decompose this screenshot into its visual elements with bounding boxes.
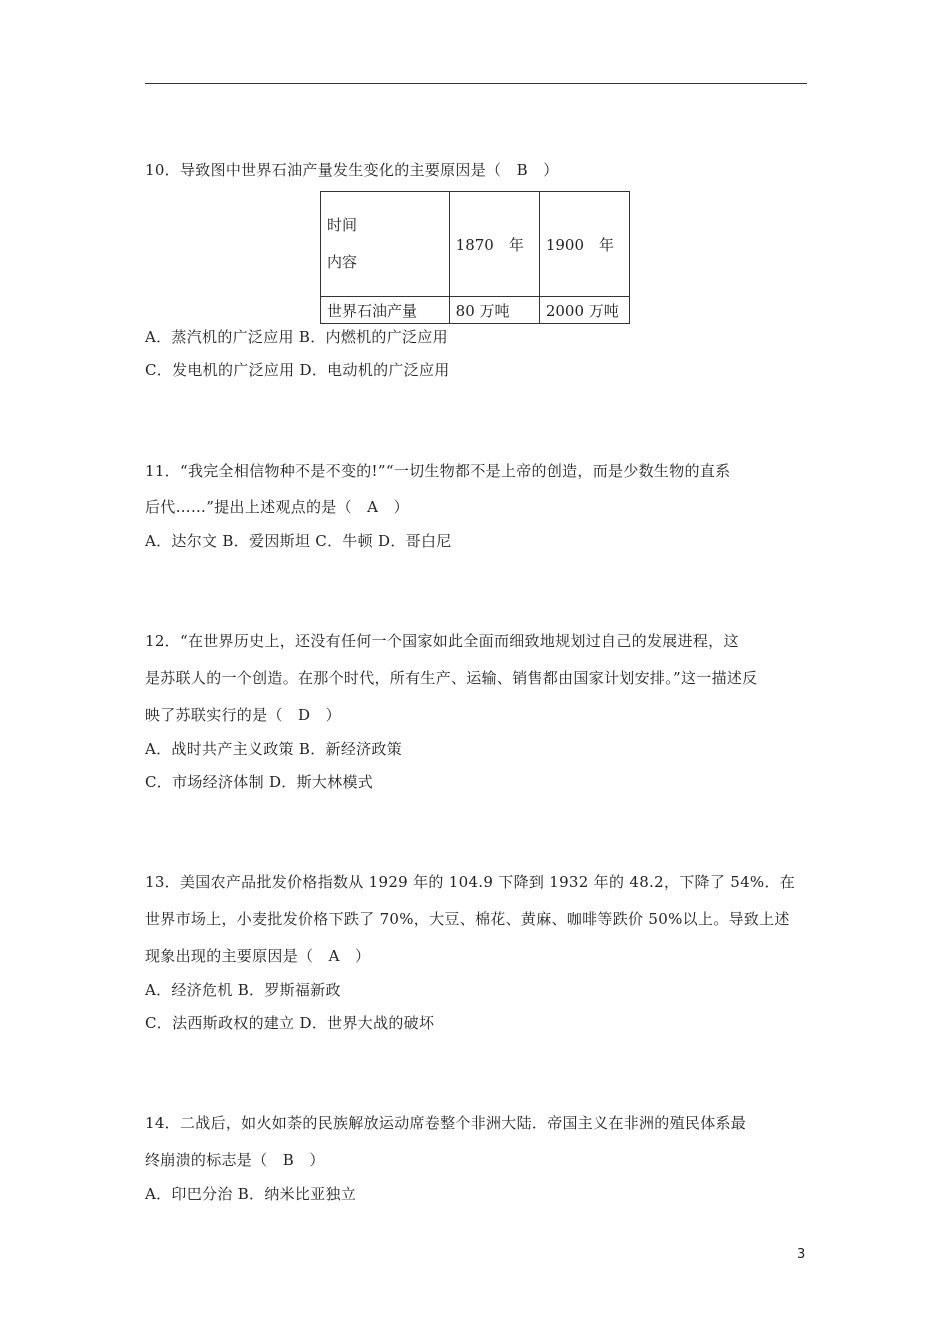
- q13-options-ab: A．经济危机 B．罗斯福新政: [145, 981, 341, 999]
- q13-stem-line2: 世界市场上，小麦批发价格下跌了 70%，大豆、棉花、黄麻、咖啡等跌价 50%以上。导致上述: [145, 910, 790, 928]
- table-data-row: [321, 297, 630, 324]
- q10-options-ab: A．蒸汽机的广泛应用 B．内燃机的广泛应用: [145, 328, 448, 346]
- q13-stem-line3: 现象出现的主要原因是（ A ）: [145, 947, 371, 965]
- table-header-row: [321, 192, 630, 297]
- year-1870-cell: 1870 年: [449, 192, 539, 297]
- year-1900-cell: 1900 年: [539, 192, 629, 297]
- q12-options-ab: A．战时共产主义政策 B．新经济政策: [145, 740, 403, 758]
- q14-stem-line2: 终崩溃的标志是（ B ）: [145, 1151, 325, 1169]
- q12-stem-line3: 映了苏联实行的是（ D ）: [145, 706, 341, 724]
- q13-stem-line1: 13．美国农产品批发价格指数从 1929 年的 104.9 下降到 1932 年的 48.2，下降了 54%．在: [145, 873, 796, 891]
- q14-stem-line1: 14．二战后，如火如荼的民族解放运动席卷整个非洲大陆．帝国主义在非洲的殖民体系最: [145, 1114, 747, 1132]
- row-label-cell: 世界石油产量: [321, 297, 450, 324]
- value-1900-cell: 2000 万吨: [539, 297, 629, 324]
- q11-stem-line1: 11．“我完全相信物种不是不变的!”“一切生物都不是上帝的创造，而是少数生物的直系: [145, 462, 731, 480]
- q14-options: A．印巴分治 B．纳米比亚独立: [145, 1185, 357, 1203]
- value-1870-cell: 80 万吨: [449, 297, 539, 324]
- page-number: 3: [797, 1247, 806, 1262]
- q10-options-cd: C．发电机的广泛应用 D．电动机的广泛应用: [145, 361, 450, 379]
- header-time-label: 时间: [327, 216, 358, 235]
- table-header-cell: [321, 192, 450, 297]
- q12-stem-line1: 12．“在世界历史上，还没有任何一个国家如此全面而细致地规划过自己的发展进程，这: [145, 632, 739, 650]
- header-content-label: 内容: [327, 253, 358, 272]
- q11-options: A．达尔文 B．爱因斯坦 C．牛顿 D．哥白尼: [145, 532, 452, 550]
- q11-stem-line2: 后代……”提出上述观点的是（ A ）: [145, 498, 409, 516]
- q12-stem-line2: 是苏联人的一个创造。在那个时代，所有生产、运输、销售都由国家计划安排。”这一描述反: [145, 669, 758, 687]
- header-rule: [145, 83, 807, 84]
- q13-options-cd: C．法西斯政权的建立 D．世界大战的破坏: [145, 1014, 435, 1032]
- q10-stem: 10．导致图中世界石油产量发生变化的主要原因是（ B ）: [145, 161, 559, 179]
- oil-production-table: [320, 191, 630, 324]
- q12-options-cd: C．市场经济体制 D．斯大林模式: [145, 773, 374, 791]
